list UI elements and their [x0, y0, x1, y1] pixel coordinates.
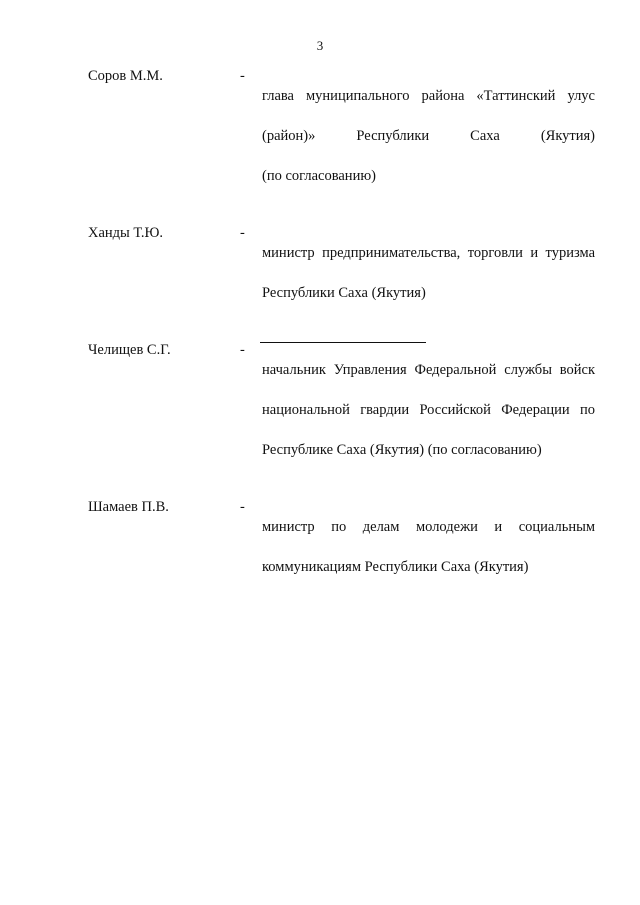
member-name: Челищев С.Г.: [88, 342, 171, 358]
position-line: национальной гвардии Российской Федерации по: [262, 402, 595, 418]
dash-separator: -: [240, 342, 245, 358]
position-line: (район)» Республики Саха (Якутия): [262, 128, 595, 144]
page-number: 3: [316, 38, 324, 53]
list-item: [88, 497, 595, 597]
position-line: министр по делам молодежи и социальным: [262, 519, 595, 535]
position-line: начальник Управления Федеральной службы войск: [262, 362, 595, 378]
dash-separator: -: [240, 499, 245, 515]
position-line: глава муниципального района «Таттинский улус: [262, 88, 595, 104]
member-name: Соров М.М.: [88, 68, 163, 84]
position-line: министр предпринимательства, торговли и туризма: [262, 245, 595, 261]
dash-separator: -: [240, 225, 245, 241]
member-name: Ханды Т.Ю.: [88, 225, 163, 241]
list-item: [88, 223, 595, 323]
member-position: [262, 66, 595, 206]
dash-separator: -: [240, 68, 245, 84]
position-line: Республике Саха (Якутия) (по согласованию): [262, 442, 542, 458]
position-line: (по согласованию): [262, 168, 376, 184]
position-line: Республики Саха (Якутия): [262, 285, 426, 301]
member-list: [88, 66, 595, 614]
member-name: Шамаев П.В.: [88, 499, 169, 515]
member-position: [262, 340, 595, 480]
list-item: [88, 340, 595, 480]
member-position: [262, 497, 595, 597]
member-position: [262, 223, 595, 323]
list-item: [88, 66, 595, 206]
end-of-list-rule: [260, 342, 426, 343]
position-line: коммуникациям Республики Саха (Якутия): [262, 559, 529, 575]
